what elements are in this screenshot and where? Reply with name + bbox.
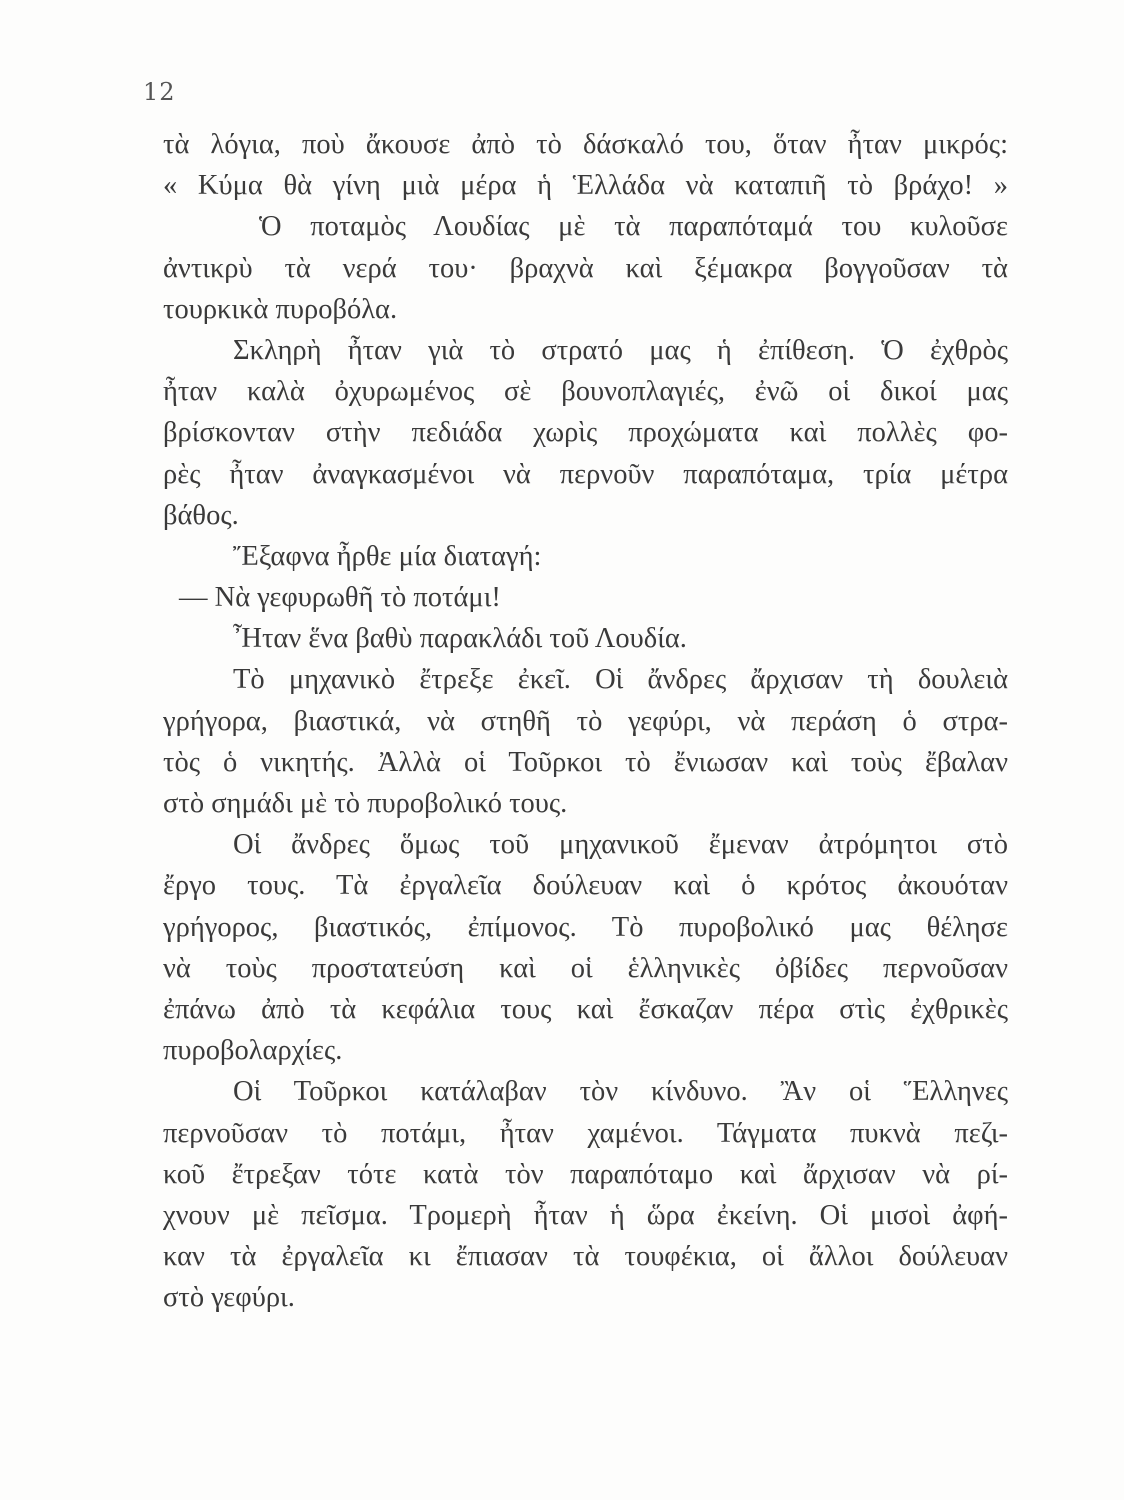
text-line: ἔργο τους. Τὰ ἐργαλεῖα δούλευαν καὶ ὁ κρότος ἀκουόταν — [163, 870, 1008, 902]
text-line: βρίσκονταν στὴν πεδιάδα χωρὶς προχώματα καὶ πολλὲς φο- — [163, 417, 1008, 449]
text-line: γρήγορα, βιαστικά, νὰ στηθῆ τὸ γεφύρι, νὰ περάση ὁ στρα- — [163, 705, 1008, 737]
text-line: ρὲς ἦταν ἀναγκασμένοι νὰ περνοῦν παραπόταμα, τρία μέτρα — [163, 458, 1008, 490]
text-line: Τὸ μηχανικὸ ἔτρεξε ἐκεῖ. Οἱ ἄνδρες ἄρχισαν τὴ δουλειὰ — [233, 664, 1008, 696]
text-line: — Νὰ γεφυρωθῆ τὸ ποτάμι! — [179, 582, 501, 614]
text-line: τὸς ὁ νικητής. Ἀλλὰ οἱ Τοῦρκοι τὸ ἔνιωσαν καὶ τοὺς ἔβαλαν — [163, 746, 1008, 778]
text-line: Ὁ ποταμὸς Λουδίας μὲ τὰ παραπόταμά του κυλοῦσε — [259, 211, 1008, 243]
text-line: ἀντικρὺ τὰ νερά του· βραχνὰ καὶ ξέμακρα βογγοῦσαν τὰ — [163, 252, 1008, 284]
text-line: χνουν μὲ πεῖσμα. Τρομερὴ ἦταν ἡ ὥρα ἐκείνη. Οἱ μισοὶ ἀφή- — [163, 1199, 1008, 1231]
text-line: ἦταν καλὰ ὀχυρωμένος σὲ βουνοπλαγιές, ἐνῶ οἱ δικοί μας — [163, 376, 1008, 408]
text-line: Ἦταν ἕνα βαθὺ παρακλάδι τοῦ Λουδία. — [233, 623, 687, 655]
text-line: περνοῦσαν τὸ ποτάμι, ἦταν χαμένοι. Τάγματα πυκνὰ πεζι- — [163, 1117, 1008, 1149]
text-line: Σκληρὴ ἦταν γιὰ τὸ στρατό μας ἡ ἐπίθεση. Ὁ ἐχθρὸς — [233, 334, 1008, 366]
page-number: 12 — [143, 78, 176, 106]
text-line: Οἱ ἄνδρες ὅμως τοῦ μηχανικοῦ ἔμεναν ἀτρόμητοι στὸ — [233, 829, 1008, 861]
body-text — [163, 124, 1008, 1318]
text-line: νὰ τοὺς προστατεύση καὶ οἱ ἑλληνικὲς ὀβίδες περνοῦσαν — [163, 952, 1008, 984]
text-line: στὸ σημάδι μὲ τὸ πυροβολικό τους. — [163, 788, 568, 819]
text-line: βάθος. — [163, 499, 239, 531]
text-line: κοῦ ἔτρεξαν τότε κατὰ τὸν παραπόταμο καὶ ἄρχισαν νὰ ρί- — [163, 1158, 1008, 1190]
text-line: στὸ γεφύρι. — [163, 1282, 295, 1314]
text-line: τουρκικὰ πυροβόλα. — [163, 293, 398, 325]
text-line: Οἱ Τοῦρκοι κατάλαβαν τὸν κίνδυνο. Ἂν οἱ Ἕλληνες — [233, 1076, 1008, 1108]
text-line: τὰ λόγια, ποὺ ἄκουσε ἀπὸ τὸ δάσκαλό του, ὅταν ἦταν μικρός: — [163, 129, 1008, 160]
text-line: « Κύμα θὰ γίνη μιὰ μέρα ἡ Ἑλλάδα νὰ καταπιῆ τὸ βράχο! » — [163, 170, 1008, 202]
text-line: Ἔξαφνα ἦρθε μία διαταγή: — [233, 540, 542, 572]
text-line: καν τὰ ἐργαλεῖα κι ἔπιασαν τὰ τουφέκια, οἱ ἄλλοι δούλευαν — [163, 1241, 1008, 1273]
text-line: γρήγορος, βιαστικός, ἐπίμονος. Τὸ πυροβολικό μας θέλησε — [163, 911, 1008, 943]
text-line: πυροβολαρχίες. — [163, 1035, 343, 1067]
text-line: ἐπάνω ἀπὸ τὰ κεφάλια τους καὶ ἔσκαζαν πέρα στὶς ἐχθρικὲς — [163, 993, 1008, 1025]
